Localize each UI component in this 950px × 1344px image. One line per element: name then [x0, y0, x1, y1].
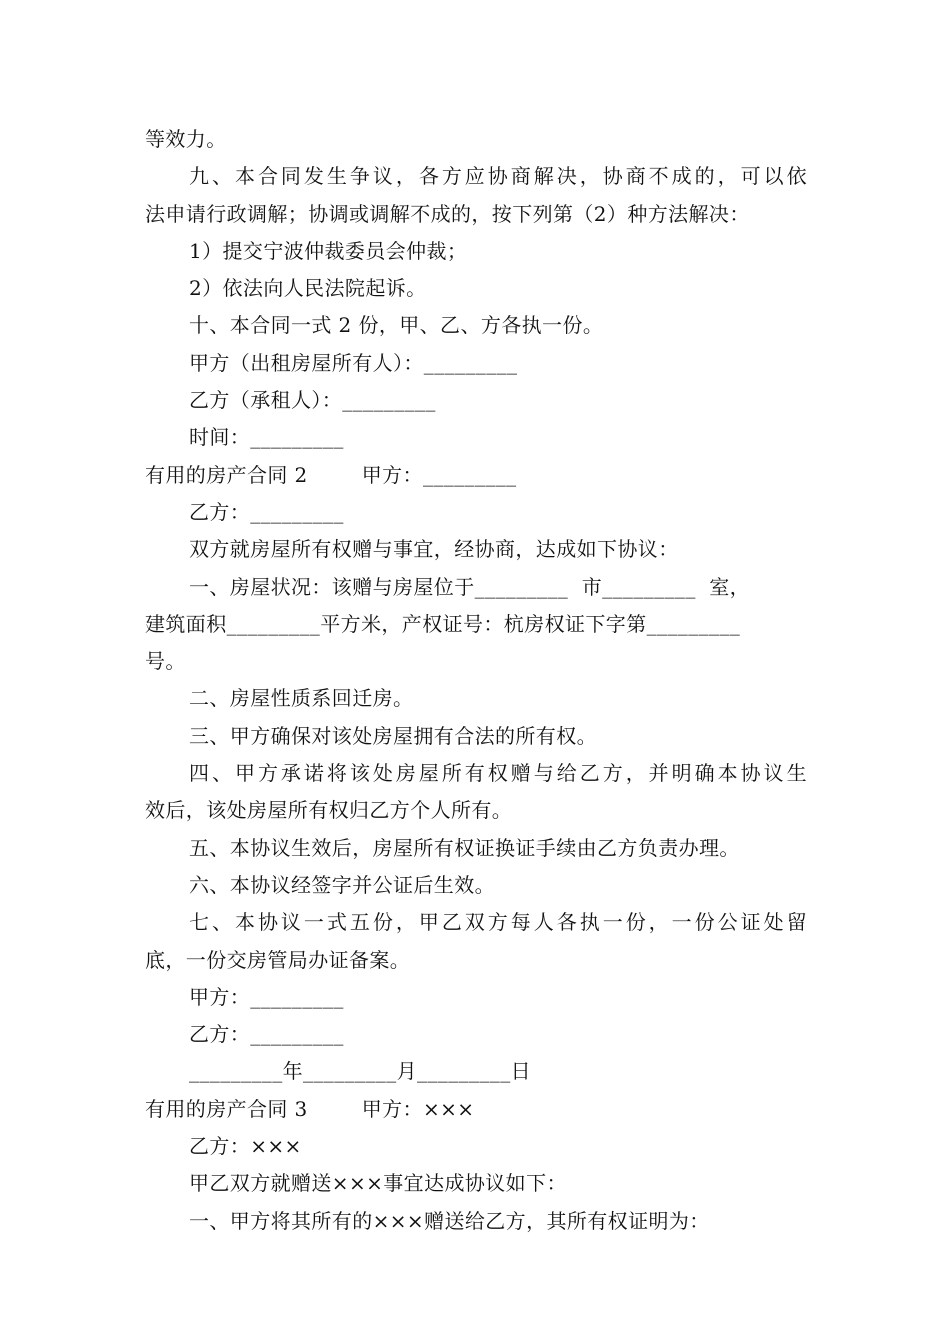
- paragraph-line: 效后，该处房屋所有权归乙方个人所有。: [145, 798, 513, 823]
- signature-line-party-b: 乙方：×××: [189, 1134, 302, 1159]
- paragraph-line: 七、本协议一式五份，甲乙双方每人各执一份，一份公证处留: [189, 910, 807, 935]
- section-heading-contract-3: 有用的房产合同 3 甲方：×××: [145, 1096, 475, 1121]
- paragraph-line: 甲乙双方就赠送×××事宜达成协议如下：: [189, 1171, 567, 1196]
- signature-line-party-a: 甲方（出租房屋所有人）：_________: [189, 350, 518, 375]
- paragraph-line: 一、房屋状况：该赠与房屋位于_________ 市_________ 室，: [189, 574, 751, 599]
- list-item: 2）依法向人民法院起诉。: [189, 276, 427, 301]
- paragraph-line: 二、房屋性质系回迁房。: [189, 686, 414, 711]
- paragraph-line: 五、本协议生效后，房屋所有权证换证手续由乙方负责办理。: [189, 835, 740, 860]
- paragraph-line: 一、甲方将其所有的×××赠送给乙方，其所有权证明为：: [189, 1208, 710, 1233]
- paragraph-line: 号。: [145, 649, 186, 674]
- date-line: _________年_________月_________日: [189, 1059, 531, 1084]
- paragraph-line: 等效力。: [145, 127, 227, 151]
- paragraph-line: 三、甲方确保对该处房屋拥有合法的所有权。: [189, 723, 597, 748]
- paragraph-line: 十、本合同一式 2 份，甲、乙、方各执一份。: [189, 313, 604, 338]
- signature-line-party-b: 乙方（承租人）：_________: [189, 388, 436, 413]
- list-item: 1）提交宁波仲裁委员会仲裁；: [189, 238, 468, 263]
- paragraph-line: 六、本协议经签字并公证后生效。: [189, 872, 495, 897]
- document-body: [145, 121, 807, 1240]
- paragraph-line: 四、甲方承诺将该处房屋所有权赠与给乙方，并明确本协议生: [189, 761, 807, 786]
- section-heading-contract-2: 有用的房产合同 2 甲方：_________: [145, 462, 517, 487]
- paragraph-line: 法申请行政调解；协调或调解不成的，按下列第（2）种方法解决：: [145, 201, 750, 226]
- paragraph-line: 底，一份交房管局办证备案。: [145, 947, 411, 972]
- signature-line-party-b: 乙方：_________: [189, 1022, 344, 1047]
- paragraph-line: 九、本合同发生争议，各方应协商解决，协商不成的，可以依: [189, 164, 807, 189]
- signature-line-party-b: 乙方：_________: [189, 499, 344, 524]
- date-line: 时间：_________: [189, 425, 344, 450]
- paragraph-line: 双方就房屋所有权赠与事宜，经协商，达成如下协议：: [189, 537, 679, 562]
- paragraph-line: 建筑面积_________平方米，产权证号：杭房权证下字第_________: [145, 611, 741, 636]
- signature-line-party-a: 甲方：_________: [189, 984, 344, 1009]
